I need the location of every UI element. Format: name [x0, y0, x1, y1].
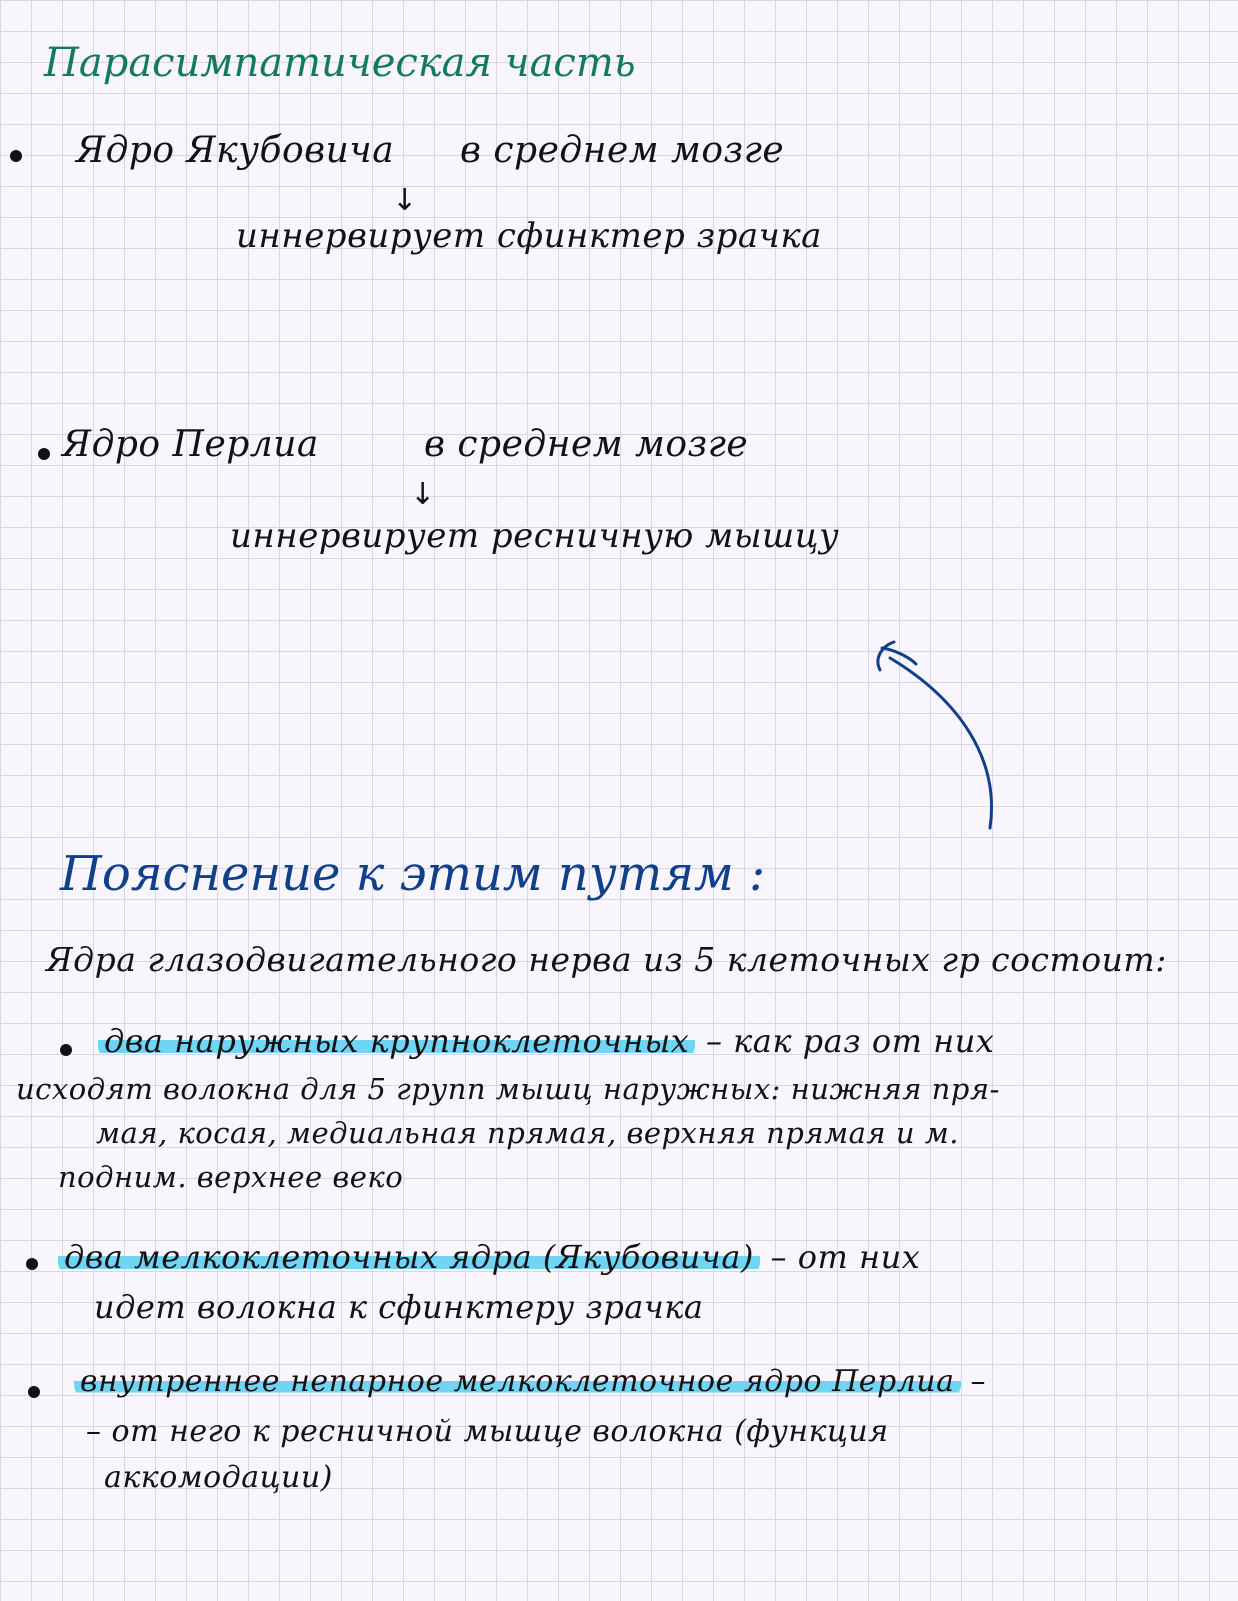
- item1-location: в среднем мозге: [460, 130, 785, 171]
- point1-line3: мая, косая, медиальная прямая, верхняя прямая и м.: [96, 1116, 959, 1150]
- point2-rest: – от них: [759, 1238, 921, 1276]
- bullet-dot: [28, 1386, 40, 1398]
- point3-line3: аккомодации): [104, 1460, 333, 1495]
- point3-rest: –: [960, 1364, 987, 1399]
- point3-line2: – от него к ресничной мышце волокна (функция: [86, 1414, 889, 1449]
- item2-location: в среднем мозге: [424, 424, 749, 465]
- intro-text: Ядра глазодвигательного нерва из 5 клеточных гр состоит:: [46, 940, 1167, 979]
- item2-sub: иннервирует ресничную мышцу: [230, 516, 840, 556]
- point3-highlight: внутреннее непарное мелкоклеточное ядро Перлиа: [74, 1364, 961, 1399]
- down-arrow-icon: ↓: [392, 183, 418, 218]
- point2-line1: [58, 1238, 920, 1276]
- section-title: Пояснение к этим путям :: [60, 846, 766, 902]
- item2-main: Ядро Перлиа: [62, 424, 319, 465]
- bullet-dot: [38, 448, 50, 460]
- point1-rest: – как раз от них: [695, 1022, 995, 1060]
- curved-arrow-icon: [860, 630, 1020, 850]
- point2-line2: идет волокна к сфинктеру зрачка: [94, 1288, 704, 1326]
- point1-line1: [98, 1022, 994, 1060]
- item1-main: Ядро Якубовича: [76, 130, 395, 171]
- point1-highlight: два наружных крупноклеточных: [98, 1022, 695, 1060]
- item1-sub: иннервирует сфинктер зрачка: [236, 216, 822, 256]
- down-arrow-icon: ↓: [410, 477, 436, 512]
- point1-line2: исходят волокна для 5 групп мышц наружных: нижняя пря-: [16, 1072, 1000, 1106]
- point3-line1: [74, 1364, 986, 1399]
- point1-line4: подним. верхнее веко: [58, 1160, 404, 1194]
- point2-highlight: два мелкоклеточных ядра (Якубовича): [58, 1238, 760, 1276]
- bullet-dot: [10, 150, 22, 162]
- bullet-dot: [60, 1044, 72, 1056]
- bullet-dot: [26, 1258, 38, 1270]
- page-title: Парасимпатическая часть: [44, 40, 636, 86]
